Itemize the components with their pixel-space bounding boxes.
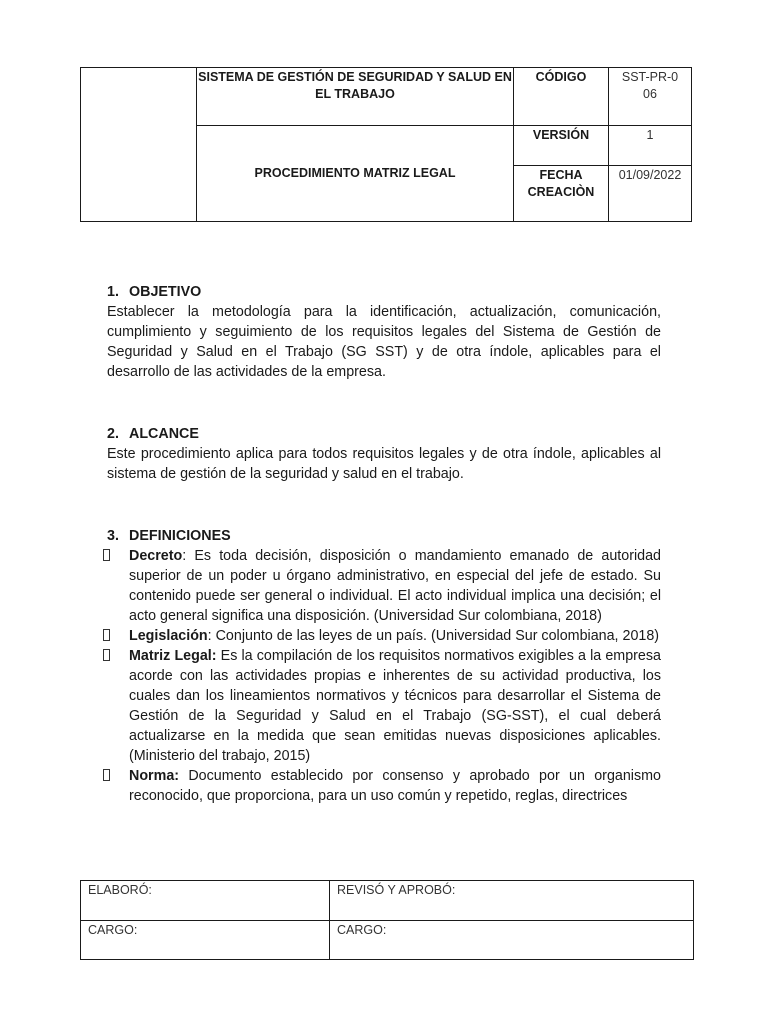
- definition-item-norma: Norma: Documento establecido por consenso y aprobado por un organismo reconocido, que proporciona, para un uso común y repetido, reglas, directrices: [103, 766, 661, 806]
- definitions-list: [103, 546, 661, 806]
- bullet-icon: [103, 769, 110, 781]
- system-title: SISTEMA DE GESTIÓN DE SEGURIDAD Y SALUD EN EL TRABAJO: [197, 68, 514, 126]
- code-label: CÓDIGO: [514, 68, 609, 126]
- bullet-icon: [103, 549, 110, 561]
- objective-text: Establecer la metodología para la identificación, actualización, comunicación, cumplimiento y seguimiento de los requisitos legales del Sistema de Gestión de Seguridad y Salud en el Trabajo (SG SST) y de otra índole, aplicables para el desarrollo de las actividades de la empresa.: [107, 304, 661, 380]
- scope-text: Este procedimiento aplica para todos requisitos legales y de otra índole, aplicables al sistema de gestión de la seguridad y salud en el trabajo.: [107, 446, 661, 482]
- prepared-by-label: ELABORÓ:: [81, 881, 330, 921]
- version-label: VERSIÓN: [514, 126, 609, 166]
- bullet-icon: [103, 649, 110, 661]
- scope-heading: 2. ALCANCE: [107, 426, 199, 442]
- document-body: [107, 282, 661, 806]
- cargo-right-label: CARGO:: [330, 920, 694, 960]
- document-header-table: [80, 67, 692, 222]
- definition-item-legislacion: Legislación: Conjunto de las leyes de un país. (Universidad Sur colombiana, 2018): [103, 626, 661, 646]
- procedure-title: PROCEDIMIENTO MATRIZ LEGAL: [197, 126, 514, 222]
- date-value: 01/09/2022: [609, 166, 692, 222]
- cargo-left-label: CARGO:: [81, 920, 330, 960]
- definition-item-decreto: Decreto: Es toda decisión, disposición o mandamiento emanado de autoridad superior de un poder u órgano administrativo, en especial del jefe de estado. Su contenido puede ser general o individual. El acto individual implica una decisión; el acto general significa una disposición. (Universidad Sur colombiana, 2018): [103, 546, 661, 626]
- reviewed-approved-label: REVISÓ Y APROBÓ:: [330, 881, 694, 921]
- objective-heading: 1. OBJETIVO: [107, 284, 202, 300]
- bullet-icon: [103, 629, 110, 641]
- definitions-heading: 3. DEFINICIONES: [107, 528, 231, 544]
- code-value: SST-PR-006: [609, 68, 692, 126]
- approval-footer-table: [80, 880, 694, 960]
- version-value: 1: [609, 126, 692, 166]
- definition-item-matriz-legal: Matriz Legal: Es la compilación de los requisitos normativos exigibles a la empresa acorde con las actividades propias e inherentes de su actividad productiva, los cuales dan los lineamientos normativos y técnicos para desarrollar el Sistema de Gestión de la Seguridad y Salud en el Trabajo (SG-SST), el cual deberá actualizarse en la medida que sean emitidas nuevas disposiciones aplicables. (Ministerio del trabajo, 2015): [103, 646, 661, 766]
- date-label: FECHA CREACIÒN: [514, 166, 609, 222]
- logo-cell: [81, 68, 197, 222]
